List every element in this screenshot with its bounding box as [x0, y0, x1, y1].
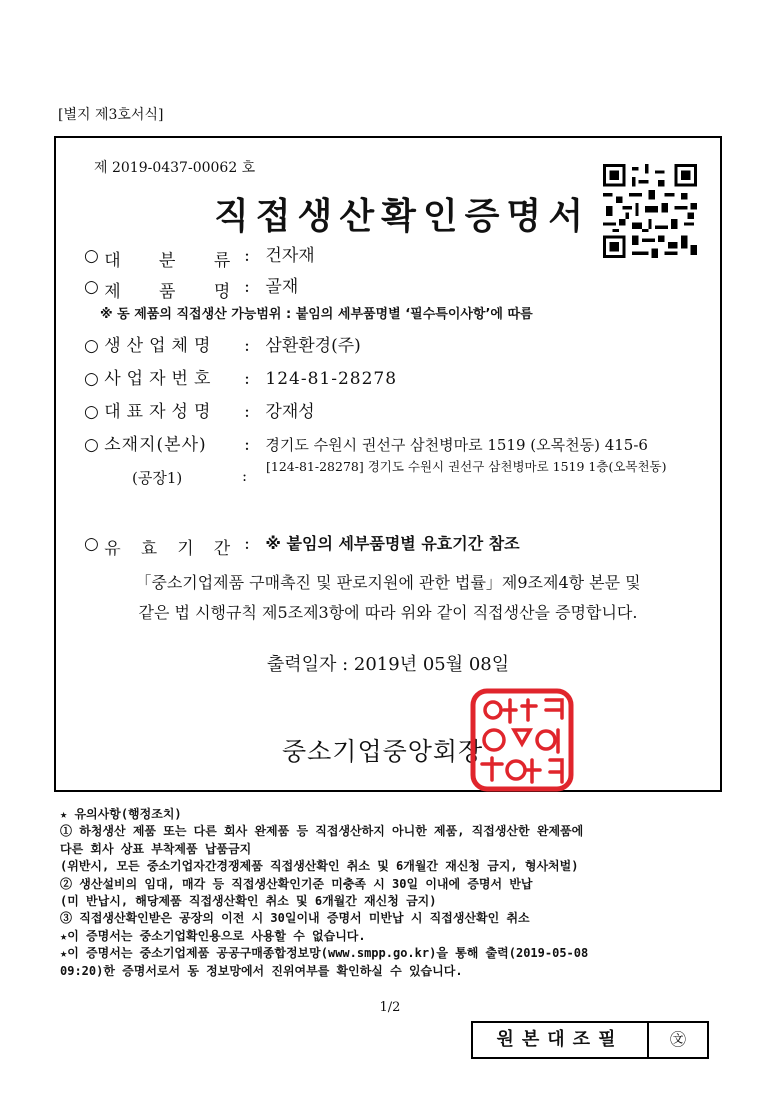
- label-char: 품: [159, 282, 176, 302]
- business-number-value: 124-81-28278: [265, 369, 398, 389]
- original-verified-stamp: [471, 1021, 709, 1059]
- colon: :: [244, 336, 250, 356]
- form-label: [별지 제3호서식]: [58, 107, 164, 123]
- factory-label: (공장1): [132, 469, 183, 487]
- note-line: (미 반납시, 해당제품 직접생산확인 취소 및 6개월간 재신청 금지): [60, 894, 437, 909]
- colon: :: [244, 435, 250, 455]
- qr-code-icon[interactable]: [603, 164, 697, 258]
- bullet: ○: [84, 246, 99, 266]
- label-char: 류: [213, 251, 231, 271]
- label-char: 기: [177, 539, 194, 559]
- manufacturer-label: 생산업체명: [104, 336, 217, 356]
- page-title: 직접생산확인증명서: [214, 196, 590, 237]
- label-char: 대: [104, 251, 121, 271]
- label-char: 분: [159, 251, 176, 271]
- note-line: ★ 유의사항(행정조치): [60, 807, 182, 821]
- note-line: (위반시, 모든 중소기업자간경쟁제품 직접생산확인 취소 및 6개월간 재신청 금지, 형사처벌): [60, 859, 579, 874]
- ceo-label: 대표자성명: [104, 402, 217, 422]
- business-number-label: 사업자번호: [104, 369, 217, 389]
- bullet: ○: [84, 402, 99, 422]
- statement-line-1: 「중소기업제품 구매촉진 및 판로지원에 관한 법률」제9조제4항 본문 및: [135, 573, 641, 592]
- note-line: ★이 증명서는 중소기업제품 공공구매종합정보망(www.smpp.go.kr)을 통해 출력(2019-05-08: [60, 946, 589, 961]
- colon: :: [244, 402, 250, 422]
- certificate-number: 제 2019-0437-00062 호: [94, 160, 256, 176]
- product-value: 골재: [265, 277, 299, 297]
- note-line: 09:20)한 증명서로서 동 정보망에서 진위여부를 확인하실 수 있습니다.: [60, 963, 463, 978]
- factory-value: [124-81-28278] 경기도 수원시 권선구 삼천병마로 1519 1층(오목천동): [266, 459, 667, 474]
- headquarters-value: 경기도 수원시 권선구 삼천병마로 1519 (오목천동) 415-6: [265, 436, 648, 454]
- field-manufacturer: [84, 331, 361, 356]
- bullet: ○: [84, 336, 99, 356]
- page-number: 1/2: [379, 1000, 401, 1015]
- field-business-number: [84, 364, 397, 389]
- note-line: ③ 직접생산확인받은 공장의 이전 시 30일이내 증명서 미반납 시 직접생산확인 취소: [60, 911, 530, 926]
- colon: :: [244, 534, 250, 554]
- bullet: ○: [84, 369, 99, 389]
- field-category: [84, 241, 315, 271]
- label-char: 명: [213, 282, 231, 302]
- colon: :: [244, 277, 250, 297]
- colon: :: [244, 246, 250, 266]
- official-seal-icon: [470, 688, 574, 792]
- label-char: 간: [213, 539, 231, 559]
- note-line: ★이 증명서는 중소기업확인용으로 사용할 수 없습니다.: [60, 928, 366, 943]
- note-line: ② 생산설비의 임대, 매각 등 직접생산확인기준 미충족 시 30일 이내에 증명서 반납: [60, 876, 533, 891]
- print-date: 출력일자 : 2019년 05월 08일: [266, 654, 510, 675]
- original-verified-label: 원본대조필: [473, 1023, 649, 1057]
- label-char: 효: [140, 539, 158, 559]
- bullet: ○: [84, 534, 99, 554]
- headquarters-label: 소재지(본사): [104, 435, 207, 455]
- statement-line-2: 같은 법 시행규칙 제5조제3항에 따라 위와 같이 직접생산을 증명합니다.: [138, 603, 638, 622]
- label-char: 유: [104, 539, 121, 559]
- note-line: 다른 회사 상표 부착제품 납품금지: [60, 841, 252, 856]
- scope-note: ※ 동 제품의 직접생산 가능범위 : 붙임의 세부품명별 ‘필수특이사항’에 따름: [100, 307, 533, 322]
- bullet: ○: [84, 435, 99, 455]
- bullet: ○: [84, 277, 99, 297]
- validity-value: ※ 붙임의 세부품명별 유효기간 참조: [265, 534, 520, 553]
- note-line: ① 하청생산 제품 또는 다른 회사 완제품 등 직접생산하지 아니한 제품, 직접생산한 완제품에: [60, 824, 584, 839]
- notes-section: [60, 806, 588, 980]
- colon: :: [242, 467, 248, 485]
- ceo-value: 강재성: [265, 402, 315, 422]
- colon: :: [244, 369, 250, 389]
- manufacturer-value: 삼환환경(주): [265, 336, 361, 356]
- seal-mark-icon: ㉆: [669, 1030, 686, 1049]
- category-value: 건자재: [265, 246, 315, 266]
- label-char: 제: [104, 282, 121, 302]
- field-product: [84, 272, 298, 302]
- field-headquarters: [84, 430, 648, 455]
- field-validity: [84, 531, 520, 559]
- issuer-name: 중소기업중앙회장: [282, 737, 484, 766]
- field-ceo: [84, 397, 315, 422]
